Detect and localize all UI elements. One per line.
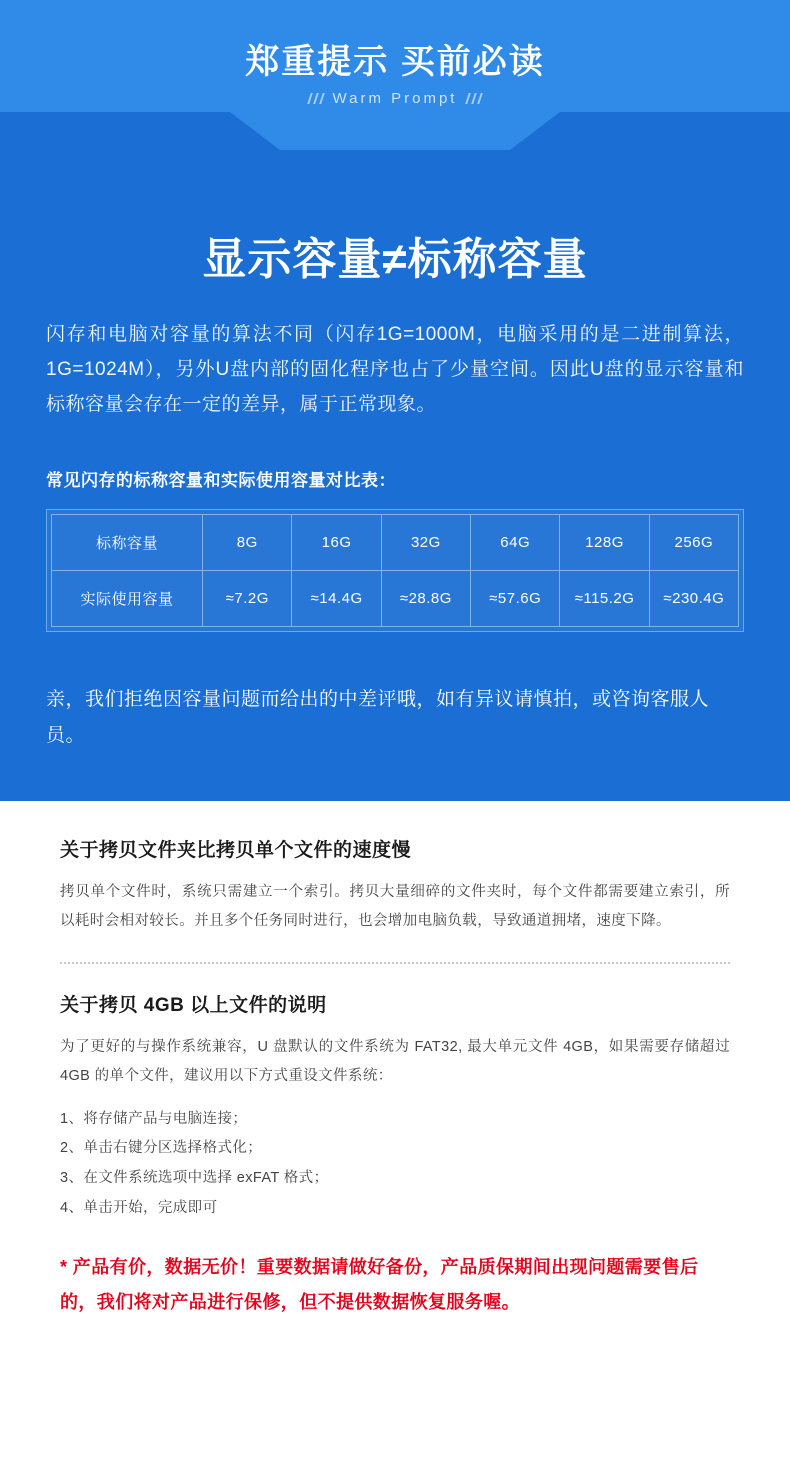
table-row (52, 571, 739, 627)
table-cell: 64G (471, 515, 560, 571)
faq-body-copy-speed: 拷贝单个文件时，系统只需建立一个索引。拷贝大量细碎的文件夹时，每个文件都需要建立索引，所以耗时会相对较长。并且多个任务同时进行，也会增加电脑负载，导致通道拥堵，速度下降。 (60, 883, 730, 929)
table-cell: ≈28.8G (381, 571, 470, 627)
table-cell: ≈57.6G (471, 571, 560, 627)
warranty-warning: * 产品有价，数据无价！重要数据请做好备份，产品质保期间出现问题需要售后的，我们将对产品进行保修，但不提供数据恢复服务喔。 (60, 1256, 699, 1312)
header-banner (0, 0, 790, 165)
list-item: 1、将存储产品与电脑连接； (60, 1110, 248, 1127)
capacity-note: 亲，我们拒绝因容量问题而给出的中差评哦，如有异议请慎拍，或咨询客服人员。 (46, 689, 710, 746)
faq-block-copy-speed (60, 835, 730, 936)
table-cell: 32G (381, 515, 470, 571)
table-cell: ≈230.4G (649, 571, 738, 627)
table-cell: ≈14.4G (292, 571, 381, 627)
faq-steps-list (60, 1105, 730, 1224)
table-row (52, 515, 739, 571)
banner-subtitle-row (0, 90, 790, 107)
tick-marks-left-icon (309, 93, 323, 104)
capacity-table-frame (46, 509, 744, 632)
table-cell: ≈7.2G (203, 571, 292, 627)
table-row-label-actual: 实际使用容量 (52, 571, 203, 627)
faq-body-4gb: 为了更好的与操作系统兼容，U 盘默认的文件系统为 FAT32, 最大单元文件 4GB，如果需要存储超过 4GB 的单个文件，建议用以下方式重设文件系统： (60, 1038, 730, 1084)
banner-title: 郑重提示 买前必读 (245, 43, 545, 81)
faq-title-4gb: 关于拷贝 4GB 以上文件的说明 (60, 994, 327, 1016)
capacity-table (51, 514, 739, 627)
table-cell: ≈115.2G (560, 571, 649, 627)
capacity-table-caption: 常见闪存的标称容量和实际使用容量对比表： (46, 471, 396, 491)
faq-section (0, 801, 790, 1360)
list-item: 3、在文件系统选项中选择 exFAT 格式； (60, 1170, 329, 1187)
table-row-label-nominal: 标称容量 (52, 515, 203, 571)
tick-marks-right-icon (467, 93, 481, 104)
table-cell: 256G (649, 515, 738, 571)
banner-subtitle: Warm Prompt (332, 90, 458, 107)
capacity-section (0, 165, 790, 801)
table-cell: 16G (292, 515, 381, 571)
faq-block-4gb (60, 990, 730, 1224)
table-cell: 128G (560, 515, 649, 571)
section-divider (60, 962, 730, 964)
table-cell: 8G (203, 515, 292, 571)
faq-title-copy-speed: 关于拷贝文件夹比拷贝单个文件的速度慢 (60, 839, 412, 861)
list-item: 4、单击开始，完成即可 (60, 1199, 218, 1216)
capacity-paragraph: 闪存和电脑对容量的算法不同（闪存1G=1000M，电脑采用的是二进制算法，1G=1024M），另外U盘内部的固化程序也占了少量空间。因此U盘的显示容量和标称容量会存在一定的差异，属于正常现象。 (46, 324, 744, 416)
list-item: 2、单击右键分区选择格式化； (60, 1140, 263, 1157)
capacity-headline: 显示容量≠标称容量 (202, 235, 588, 284)
